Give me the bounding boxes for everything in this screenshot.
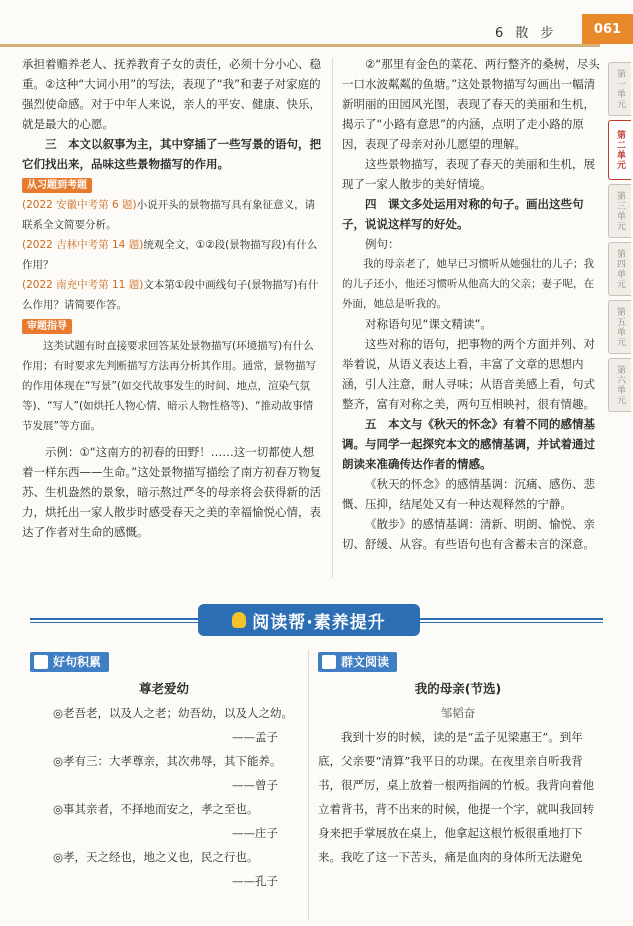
answer-paragraph: 承担着赡养老人、抚养教育子女的责任，必须十分小心、稳重。②这种“大词小用”的写法，表现了“我”和妻子对家庭的强烈使命感。对于中年人来说，亲人的平安、健康、快乐，就是最大的心愿。 bbox=[22, 57, 321, 131]
reference-note: 对称语句见“课文精读”。 bbox=[365, 317, 492, 331]
analysis-paragraph: 这些对称的语句，把事物的两个方面并列、对举着说，从语义表达上看，丰富了文章的思想内涵，引人注意，耐人寻味；从语音美感上看，句式整齐，富有对称之美，两句互相映衬，很有情趣。 bbox=[342, 337, 595, 411]
banner-title-box bbox=[198, 604, 420, 636]
plane-icon bbox=[322, 655, 336, 669]
quote-author: ——孟子 bbox=[232, 730, 278, 744]
chapter-title: 6 散 步 bbox=[495, 26, 558, 41]
left-column bbox=[22, 54, 322, 542]
question-3: 三 本文以叙事为主，其中穿插了一些写景的语句，把它们找出来，品味这些景物描写的作用。 bbox=[22, 137, 321, 171]
right-column bbox=[342, 54, 600, 554]
tab-unit-5[interactable]: 第五单元 bbox=[608, 300, 631, 354]
unit-tabs bbox=[608, 62, 633, 416]
good-sentences-heading bbox=[30, 652, 109, 672]
header-rule bbox=[0, 44, 600, 47]
tab-unit-3[interactable]: 第三单元 bbox=[608, 184, 631, 238]
tab-unit-6[interactable]: 第六单元 bbox=[608, 358, 631, 412]
quote-author: ——庄子 bbox=[232, 826, 278, 840]
guide-paragraph: 这类试题有时直接要求回答某处景物描写(环境描写)有什么作用；有时要求先判断描写方法再分析其作用。通常，景物描写的作用体现在“写景”(如交代故事发生的时间、地点，渲染气氛等)、“写人”(如烘托人物心情、暗示人物性格等)、“推动故事情节发展”等方面。 bbox=[22, 340, 316, 432]
exam-source: (2022 南充中考第 11 题) bbox=[22, 279, 144, 291]
section-banner bbox=[0, 598, 633, 644]
tab-unit-4[interactable]: 第四单元 bbox=[608, 242, 631, 296]
section-title: 尊老爱幼 bbox=[138, 681, 189, 696]
tab-unit-1[interactable]: 第一单元 bbox=[608, 62, 631, 116]
example-label: 例句： bbox=[365, 237, 400, 251]
group-reading-heading bbox=[318, 652, 397, 672]
quote: ◎老吾老，以及人之老；幼吾幼，以及人之幼。 bbox=[53, 706, 294, 720]
exam-list bbox=[22, 195, 322, 315]
section-head-label: 群文阅读 bbox=[341, 655, 390, 669]
summary-paragraph: 这些景物描写，表现了春天的美丽和生机，展现了一家人散步的美好情境。 bbox=[342, 157, 595, 191]
quote: ◎事其亲者，不择地而安之，孝之至也。 bbox=[53, 802, 259, 816]
article-author: 邹韬奋 bbox=[440, 706, 476, 720]
page-header bbox=[0, 0, 633, 48]
quote: ◎孝有三：大孝尊亲，其次弗辱，其下能养。 bbox=[53, 754, 282, 768]
tone-paragraph: 《秋天的怀念》的感情基调：沉痛、感伤、悲慨、压抑，结尾处又有一种达观释然的宁静。 bbox=[342, 477, 595, 511]
page-number: 061 bbox=[582, 14, 633, 44]
column-divider bbox=[332, 58, 333, 578]
question-5: 五 本文与《秋天的怀念》有着不同的感情基调。与同学一起探究本文的感情基调，并试着通过朗读来准确传达作者的情感。 bbox=[342, 417, 595, 471]
answer-paragraph: ②“那里有金色的菜花、两行整齐的桑树，尽头一口水波粼粼的鱼塘。”这处景物描写勾画出一幅清新明丽的田园风光图，表现了春天的美丽和生机，揭示了“小路有意思”的内涵，点明了走小路的原因，表现了母亲对孙儿愿望的理解。 bbox=[342, 57, 600, 151]
group-reading-section bbox=[318, 652, 598, 869]
exam-source: (2022 安徽中考第 6 题) bbox=[22, 199, 137, 211]
lightbulb-icon bbox=[232, 612, 246, 628]
article-text: 我到十岁的时候，读的是“孟子见梁惠王”。到年底，父亲要“清算”我平日的功课。在夜里亲自听我背书，很严厉，桌上放着一根两指阔的竹板。我背向着他立着背书，背不出来的时候，他提一个字，就叫我回转身来把手掌展放在桌上，他拿起这根竹板很重地打下来。我吃了这一下苦头，痛是血肉的身体所无法避免 bbox=[318, 730, 594, 864]
quote: ◎孝，天之经也，地之义也，民之行也。 bbox=[53, 850, 259, 864]
article-title: 我的母亲(节选) bbox=[414, 681, 502, 696]
quote-author: ——曾子 bbox=[232, 778, 278, 792]
exam-question: 统观全文，①②段(景物描写段)有什么作用？ bbox=[22, 239, 318, 271]
example-paragraph: 示例：①“这南方的初春的田野！……这一切都使人想着一样东西——生命。”这处景物描写描绘了南方初春万物复苏、生机盎然的景象，暗示熬过严冬的母亲将会获得新的活力，烘托出一家人散步时感受春天之美的幸福愉悦心情，表达了作者对生命的感慨。 bbox=[22, 445, 322, 539]
exam-tag: 从习题到考题 bbox=[22, 178, 92, 193]
guide-tag: 审题指导 bbox=[22, 319, 72, 334]
tone-paragraph: 《散步》的感情基调：清新、明朗、愉悦、亲切、舒缓、从容。有些语句也有含蓄未言的深意。 bbox=[342, 517, 595, 551]
example-sentence: 我的母亲老了，她早已习惯听从她强壮的儿子；我的儿子还小，他还习惯听从他高大的父亲；妻子呢，在外面，她总是听我的。 bbox=[342, 258, 594, 310]
banner-title: 阅读帮·素养提升 bbox=[252, 612, 386, 633]
quote-author: ——孔子 bbox=[232, 874, 278, 888]
question-4: 四 课文多处运用对称的句子。画出这些句子，说说这样写的好处。 bbox=[342, 197, 584, 231]
tab-unit-2[interactable]: 第二单元 bbox=[608, 120, 631, 180]
exam-question: 文本第①段中画线句子(景物描写)有什么作用？请简要作答。 bbox=[22, 279, 319, 311]
exam-source: (2022 吉林中考第 14 题) bbox=[22, 239, 144, 251]
book-icon bbox=[34, 655, 48, 669]
exam-question: 小说开头的景物描写具有象征意义，请联系全文简要分析。 bbox=[22, 199, 316, 231]
good-sentences-section bbox=[30, 652, 298, 893]
column-divider bbox=[308, 650, 309, 920]
section-head-label: 好句积累 bbox=[53, 655, 102, 669]
